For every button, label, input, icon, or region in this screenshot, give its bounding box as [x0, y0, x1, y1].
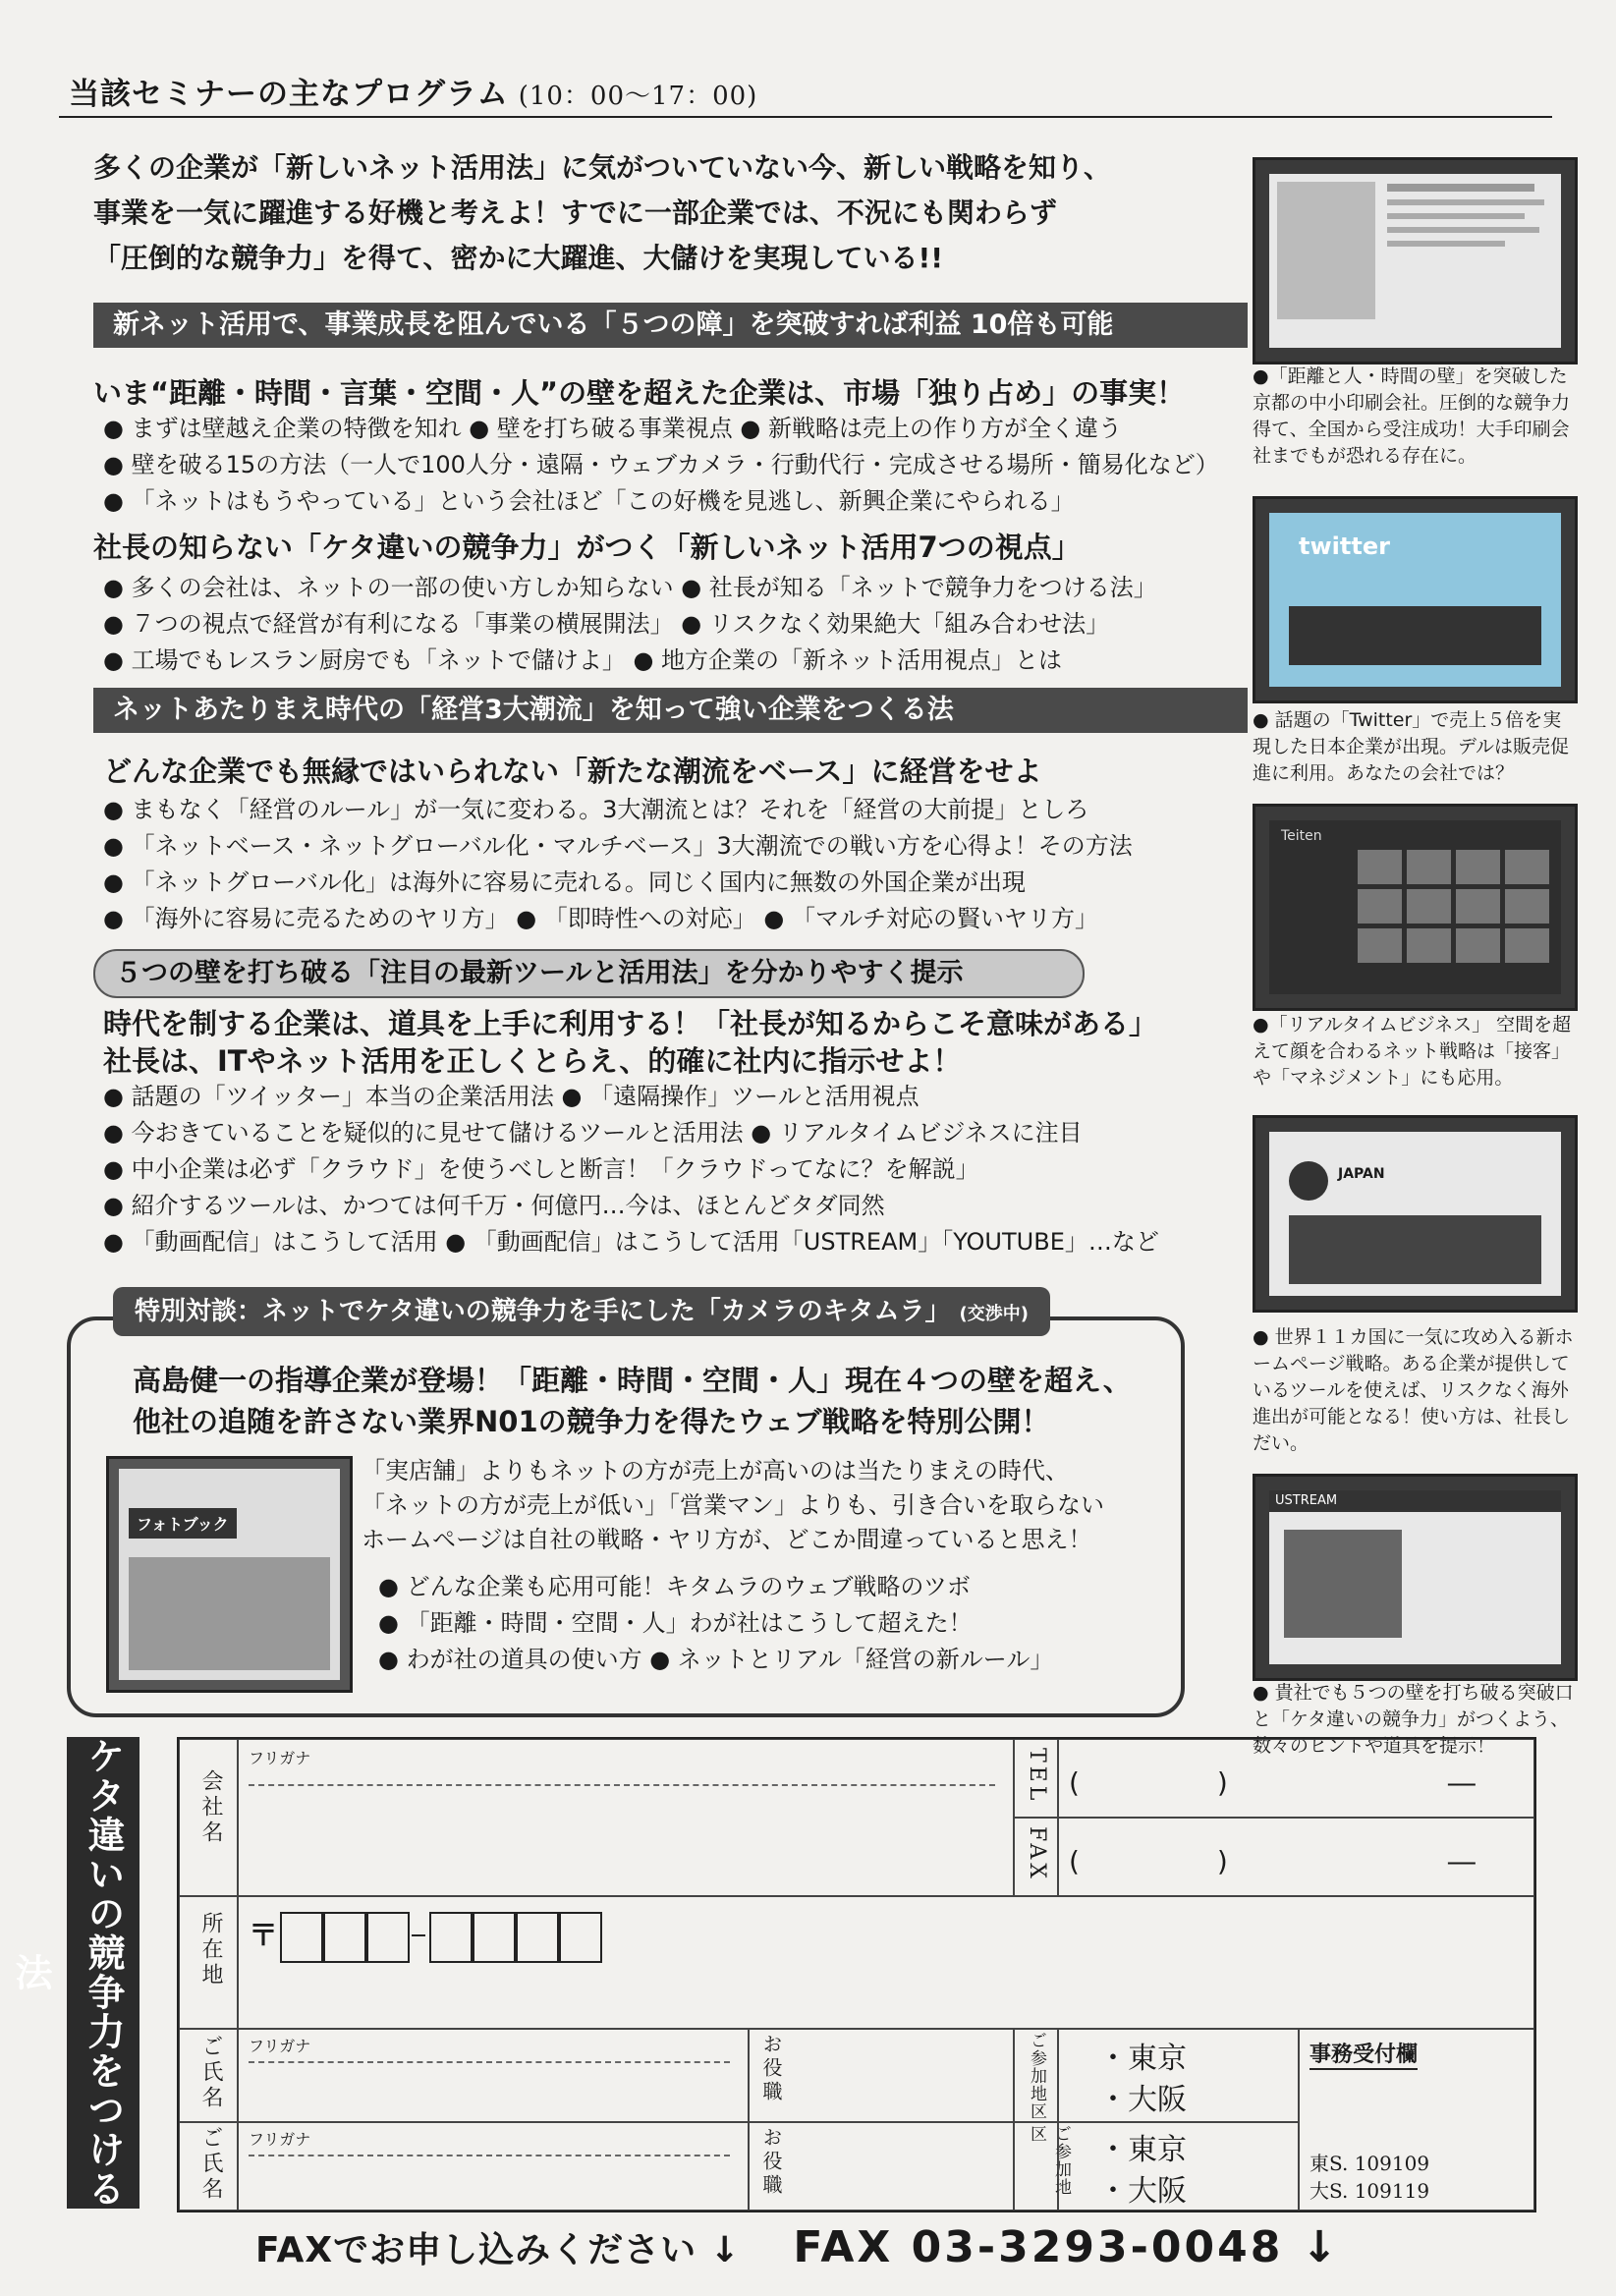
special-talk-body: [362, 1454, 1104, 1557]
side-photo-teiten: [1253, 804, 1578, 1011]
bullet-item: ● わが社の道具の使い方 ● ネットとリアル「経営の新ルール」: [378, 1646, 1054, 1673]
teiten-logo: Teiten: [1281, 828, 1322, 844]
bullet-item: ● まずは壁越え企業の特徴を知れ ● 壁を打ち破る事業視点 ● 新戦略は売上の作り方が全く違う: [103, 415, 1122, 442]
side-caption: ●「距離と人・時間の壁」を突破した京都の中小印刷会社。圧倒的な競争力得て、全国から受注成功！大手印刷会社までもが恐れる存在に。: [1253, 365, 1571, 467]
section-bar-1: [93, 303, 1248, 348]
down-arrow-icon: ↓: [1301, 2222, 1341, 2272]
screenshot-image: [119, 1469, 340, 1680]
ustream-logo: USTREAM: [1269, 1490, 1561, 1512]
bullet-item: ● 多くの会社は、ネットの一部の使い方しか知らない ● 社長が知る「ネットで競争力をつける法」: [103, 574, 1157, 601]
section-bar-text: ネットあたりまえ時代の「経営3大潮流」を知って強い企業をつくる法: [113, 695, 954, 725]
body-line: 「実店舗」よりもネットの方が売上が高いのは当たりまえの時代、: [362, 1457, 1069, 1484]
bullet-item: ● 中小企業は必ず「クラウド」を使うべしと断言！「クラウドってなに？を解説」: [103, 1155, 979, 1183]
company-label: 会社名: [198, 1769, 223, 1846]
area-label: ご参加地区: [1027, 2032, 1046, 2120]
bullet-list: [103, 570, 1157, 679]
bullet-item: ● 「ネットはもうやっている」という会社ほど「この好機を見逃し、新興企業にやられる」: [103, 487, 1075, 515]
position-label: お役職: [759, 2127, 783, 2198]
section-subheading: 時代を制する企業は、道具を上手に利用する！「社長が知るからこそ意味がある」: [103, 1007, 1158, 1040]
side-photo-global-site: [1253, 1115, 1578, 1313]
position-label: お役職: [759, 2034, 783, 2104]
video-grid-icon: [1269, 820, 1561, 994]
area-label-cell: [1014, 2029, 1058, 2122]
side-caption: ● 話題の「Twitter」で売上５倍を実現した日本企業が出現。デルは販売促進に利用。あなたの会社では？: [1253, 709, 1570, 784]
furigana-line: [249, 1784, 995, 1786]
side-caption: ● 貴社でも５つの壁を打ち破る突破口と「ケタ違いの競争力」がつくよう、数々のヒントや道具を提示！: [1253, 1682, 1574, 1757]
tab-note: (交渉中): [959, 1304, 1029, 1324]
bullet-list: [103, 1079, 1159, 1260]
area-label: ご参加地区: [1027, 2125, 1071, 2196]
bullet-item: ● 「ネットベース・ネットグローバル化・マルチベース」3大潮流での戦い方を心得よ！その方法: [103, 832, 1133, 860]
title-text: 当該セミナーの主なプログラム: [69, 77, 509, 112]
zip-box[interactable]: [516, 1912, 559, 1963]
page-title: [69, 69, 757, 113]
bullet-item: ● 紹介するツールは、かつては何千万・何億円…今は、ほとんどタダ同然: [103, 1192, 885, 1219]
area-choice[interactable]: [1058, 2029, 1299, 2122]
section-bar-3: [93, 949, 1085, 998]
side-caption: ● 世界１１カ国に一気に攻め入る新ホームページ戦略。ある企業が提供しているツールを使えば、リスクなく海外進出が可能となる！使い方は、社長しだい。: [1253, 1326, 1574, 1454]
bullet-item: ● 「動画配信」はこうして活用 ● 「動画配信」はこうして活用「USTREAM」「YOUTUBE」…など: [103, 1228, 1159, 1256]
special-talk-bullets: [378, 1569, 1053, 1678]
name-label-cell: [179, 2122, 238, 2211]
fax-field[interactable]: [1058, 1818, 1534, 1896]
position-field[interactable]: [749, 2029, 1014, 2122]
intro-line: 多くの企業が「新しいネット活用法」に気がついていない今、新しい戦略を知り、: [93, 151, 1112, 184]
bullet-list: [103, 792, 1133, 937]
screenshot-image: [1269, 174, 1561, 348]
application-form: [177, 1737, 1536, 2212]
bullet-item: ● どんな企業も応用可能！キタムラのウェブ戦略のツボ: [378, 1573, 971, 1600]
name-field[interactable]: [238, 2122, 749, 2211]
special-talk-heading: [133, 1360, 1132, 1442]
tokyo-option[interactable]: ・東京: [1098, 2042, 1187, 2076]
fax-number[interactable]: 03-3293-0048: [911, 2222, 1284, 2272]
fax-number-group: [793, 2222, 1340, 2272]
screenshot-image: [1269, 1490, 1561, 1664]
side-photo-print-company: [1253, 157, 1578, 364]
name-label: ご氏名: [198, 2035, 223, 2111]
photobook-label: フォトブック: [129, 1508, 237, 1539]
osaka-code: 大S. 109119: [1310, 2179, 1430, 2203]
zip-dash: [412, 1934, 425, 1936]
company-label-cell: [179, 1739, 238, 1896]
screenshot-image: [1269, 1132, 1561, 1296]
bullet-list: [103, 411, 1219, 520]
name-label-cell: [179, 2029, 238, 2122]
circle-logo-icon: [1289, 1161, 1328, 1201]
fax-label-cell: [1014, 1818, 1058, 1896]
bullet-item: ● まもなく「経営のルール」が一気に変わる。3大潮流とは？それを「経営の大前提」としろ: [103, 796, 1089, 823]
bullet-item: ● 「距離・時間・空間・人」わが社はこうして超えた！: [378, 1609, 973, 1637]
screenshot-image: [1269, 513, 1561, 687]
tel-field[interactable]: [1058, 1739, 1534, 1818]
bullet-item: ● 工場でもレスラン厨房でも「ネットで儲けよ」 ● 地方企業の「新ネット活用視点」とは: [103, 646, 1063, 674]
section-bar-text: ５つの壁を打ち破る「注目の最新ツールと活用法」を分かりやすく提示: [115, 958, 964, 988]
section-bar-text: 新ネット活用で、事業成長を阻んでいる「５つの障」を突破すれば利益 10倍も可能: [113, 309, 1114, 340]
address-label-cell: [179, 1896, 238, 2029]
side-photo-ustream: [1253, 1474, 1578, 1681]
body-line: 「ネットの方が売上が低い」「営業マン」よりも、引き合いを取らない: [362, 1491, 1104, 1519]
position-field[interactable]: [749, 2122, 1014, 2211]
postal-mark: 〒: [249, 1919, 278, 1953]
section-bar-2: [93, 688, 1248, 733]
furigana-label: フリガナ: [249, 2130, 311, 2149]
area-choice[interactable]: [1058, 2122, 1299, 2211]
tel-format: ( ) ―: [1069, 1766, 1476, 1799]
osaka-option[interactable]: ・大阪: [1098, 2083, 1187, 2117]
furigana-line: [249, 2061, 730, 2063]
address-label: 所在地: [198, 1912, 223, 1988]
video-icon: [1284, 1530, 1402, 1638]
fax-label: FAX: [1025, 1826, 1049, 1882]
fax-format: ( ) ―: [1069, 1845, 1476, 1877]
zip-box[interactable]: [366, 1912, 410, 1963]
zip-box[interactable]: [323, 1912, 366, 1963]
heading-line: 高島健一の指導企業が登場！「距離・時間・空間・人」現在４つの壁を超え、: [133, 1364, 1132, 1397]
furigana-line: [249, 2155, 730, 2156]
tel-label: TEL: [1025, 1748, 1049, 1805]
fax-instruction: FAXでお申し込みください ↓: [255, 2230, 741, 2270]
zip-box[interactable]: [559, 1912, 602, 1963]
intro-text: [93, 145, 1243, 281]
tokyo-option[interactable]: ・東京: [1098, 2133, 1187, 2167]
side-caption: ●「リアルタイムビジネス」 空間を超えて顔を合わるネット戦略は「接客」や「マネジメント」にも応用。: [1253, 1014, 1572, 1089]
japan-logo: JAPAN: [1338, 1166, 1385, 1182]
office-label: 事務受付欄: [1310, 2038, 1418, 2070]
company-field[interactable]: [238, 1739, 1014, 1896]
bullet-item: ● ７つの視点で経営が有利になる「事業の横展開法」 ● リスクなく効果絶大「組み合わせ法」: [103, 610, 1110, 638]
zip-box[interactable]: [280, 1912, 323, 1963]
section-subheading: いま“距離・時間・言葉・空間・人”の壁を超えた企業は、市場「独り占め」の事実！: [93, 376, 1186, 410]
screenshot-image: [1269, 820, 1561, 994]
section-subheading: 社長は、ITやネット活用を正しくとらえ、的確に社内に指示せよ！: [103, 1044, 962, 1078]
furigana-label: フリガナ: [249, 1749, 311, 1767]
body-line: ホームページは自社の戦略・ヤリ方が、どこか間違っていると思え！: [362, 1526, 1092, 1553]
heading-line: 他社の追随を許さない業界N01の競争力を得たウェブ戦略を特別公開！: [133, 1405, 1050, 1438]
zip-box[interactable]: [429, 1912, 473, 1963]
fax-footer: [255, 2222, 1341, 2272]
address-field[interactable]: [238, 1896, 1534, 2029]
section-subheading: 社長の知らない「ケタ違いの競争力」がつく「新しいネット活用7つの視点」: [93, 531, 1081, 564]
name-label: ご氏名: [198, 2126, 223, 2203]
twitter-logo: twitter: [1299, 532, 1390, 560]
bullet-item: ● 「ネットグローバル化」は海外に容易に売れる。同じく国内に無数の外国企業が出現: [103, 868, 1026, 896]
tokyo-code: 東S. 109109: [1310, 2152, 1430, 2175]
kitamura-screenshot: [106, 1456, 353, 1693]
zip-box[interactable]: [473, 1912, 516, 1963]
bullet-item: ● 話題の「ツイッター」本当の企業活用法 ● 「遠隔操作」ツールと活用視点: [103, 1083, 919, 1110]
fax-label: FAX: [793, 2222, 894, 2272]
form-banner: ケタ違いの競争力をつける法: [67, 1737, 139, 2209]
tel-label-cell: [1014, 1739, 1058, 1818]
side-photo-twitter: [1253, 496, 1578, 703]
furigana-label: フリガナ: [249, 2037, 311, 2055]
intro-line: 「圧倒的な競争力」を得て、密かに大躍進、大儲けを実現している!!: [93, 242, 943, 274]
header-rule: [59, 116, 1552, 118]
intro-line: 事業を一気に躍進する好機と考えよ！すでに一部企業では、不況にも関わらず: [93, 196, 1057, 229]
webpage-icon: [1269, 174, 1561, 348]
osaka-option[interactable]: ・大阪: [1098, 2174, 1187, 2209]
area-label-cell: [1014, 2122, 1071, 2211]
section-subheading: どんな企業でも無縁ではいられない「新たな潮流をベース」に経営をせよ: [103, 755, 1042, 788]
name-field[interactable]: [238, 2029, 749, 2122]
product-grid: [129, 1557, 330, 1670]
bullet-item: ● 壁を破る15の方法（一人で100人分・遠隔・ウェブカメラ・行動代行・完成させる場所・簡易化など）: [103, 451, 1219, 478]
tab-text: 特別対談：ネットでケタ違いの競争力を手にした「カメラのキタムラ」: [135, 1297, 951, 1326]
dark-banner: [1289, 606, 1541, 665]
office-use-box: [1299, 2029, 1534, 2211]
bullet-item: ● 「海外に容易に売るためのヤリ方」 ● 「即時性への対応」 ● 「マルチ対応の賢いヤリ方」: [103, 905, 1098, 932]
bullet-item: ● 今おきていることを疑似的に見せて儲けるツールと活用法 ● リアルタイムビジネスに注目: [103, 1119, 1083, 1147]
special-talk-tab: [113, 1287, 1050, 1336]
dark-banner: [1289, 1215, 1541, 1284]
title-time: (10：00〜17：00): [518, 82, 758, 111]
